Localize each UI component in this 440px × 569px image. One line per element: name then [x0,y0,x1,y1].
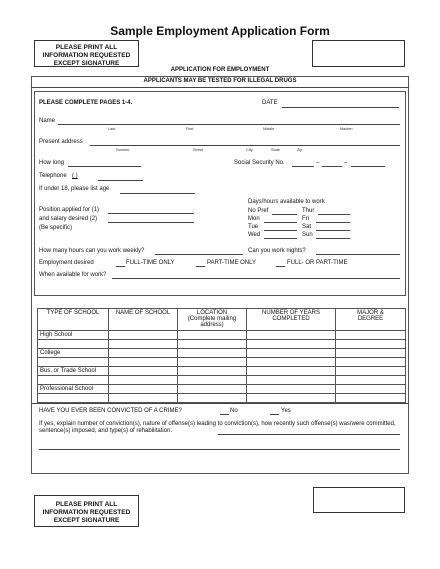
education-table [37,308,406,403]
table-cell[interactable] [247,376,336,385]
ssn-field-3[interactable] [351,166,385,167]
position-field[interactable] [108,213,194,214]
ssn-label: Social Security No. [234,160,285,166]
table-cell[interactable] [109,331,178,340]
employment-desired-label: Employment desired [39,260,94,266]
date-field[interactable] [282,107,399,108]
day-thur: Thur [302,208,315,214]
print-notice-line-3: EXCEPT SIGNATURE [53,60,120,67]
footer-print-notice-line-2: INFORMATION REQUESTED [42,509,131,516]
table-cell[interactable] [336,331,406,340]
address-sub-zip: Zip [297,148,303,152]
table-cell[interactable] [38,340,109,349]
day-tue-field[interactable] [264,230,297,231]
name-label: Name [39,118,56,124]
table-cell[interactable] [247,349,336,358]
day-mon: Mon [248,216,260,222]
header-years-completed: NUMBER OF YEARS COMPLETED [247,309,336,331]
table-row [38,385,406,394]
address-sub-street: Street [193,148,204,152]
print-notice-box [34,40,139,67]
school-type-trade: Bus. or Trade School [38,367,109,376]
day-wed: Wed [248,232,261,238]
table-row [38,358,406,367]
position-applied-label: Position applied for (1) [39,207,100,213]
table-cell[interactable] [247,385,336,394]
table-cell[interactable] [336,340,406,349]
telephone-area-code: ( ) [72,173,78,179]
table-cell[interactable] [247,331,336,340]
table-cell[interactable] [38,358,109,367]
table-row [38,349,406,358]
table-cell[interactable] [109,358,178,367]
table-cell[interactable] [336,376,406,385]
crime-yes-label: Yes [281,408,291,414]
how-long-field[interactable] [68,166,141,167]
salary-field[interactable] [108,222,194,223]
table-cell[interactable] [38,376,109,385]
footer-office-use-box [313,487,405,513]
table-cell[interactable] [336,367,406,376]
table-cell[interactable] [178,340,247,349]
how-long-label: How long [39,160,65,166]
table-cell[interactable] [247,340,336,349]
print-notice-line-2: INFORMATION REQUESTED [42,52,131,59]
print-notice-line-1: PLEASE PRINT ALL [55,44,118,51]
work-nights-label: Can you work nights? [248,248,306,254]
table-cell[interactable] [178,358,247,367]
name-sub-last: Last [108,127,116,131]
table-row [38,340,406,349]
table-row [38,394,406,403]
name-sub-maiden: Maiden [340,127,353,131]
day-sun: Sun [302,232,313,238]
day-mon-field[interactable] [264,222,297,223]
header-type-of-school: TYPE OF SCHOOL [38,309,109,331]
ssn-field-2[interactable] [322,166,342,167]
when-available-label: When available for work? [39,272,107,278]
crime-explain-field[interactable] [39,449,400,450]
table-cell[interactable] [178,367,247,376]
table-cell[interactable] [336,358,406,367]
work-nights-field[interactable] [316,254,400,255]
table-row [38,376,406,385]
telephone-field[interactable] [98,180,143,181]
part-time-checkbox[interactable] [196,266,205,267]
day-sun-field[interactable] [316,238,350,239]
ssn-field-1[interactable] [292,166,314,167]
day-sat: Sat [302,224,312,230]
table-cell[interactable] [178,376,247,385]
ssn-dash: – [316,160,320,166]
crime-no-label: No [230,408,238,414]
crime-yes-checkbox[interactable] [270,414,279,415]
day-sat-field[interactable] [316,230,350,231]
address-sub-number: Number [116,148,130,152]
page-title: Sample Employment Application Form [110,24,330,38]
table-cell[interactable] [247,358,336,367]
when-available-field[interactable] [112,278,400,279]
address-label: Present address [39,139,83,145]
address-field[interactable] [90,145,400,146]
school-type-high-school: High School [38,331,109,340]
table-row [38,367,406,376]
hours-weekly-label: How many hours can you work weekly? [39,248,145,254]
header-major-degree: MAJOR & DEGREE [336,309,406,331]
header-location: LOCATION (Complete mailing address) [178,309,247,331]
complete-pages-note: PLEASE COMPLETE PAGES 1-4. [39,100,133,106]
table-cell[interactable] [178,331,247,340]
footer-print-notice-line-3: EXCEPT SIGNATURE [53,517,120,524]
under18-label: If under 18, please list age [39,186,110,192]
school-type-college: College [38,349,109,358]
crime-explain-text: If yes, explain number of conviction(s), nature of offense(s) leading to conviction(s), how recently such offense(s) was/were committed, sentence(s) imposed, and type(s) of rehabilitation. [39,421,396,434]
days-hours-title: Days/hours available to work [248,199,325,205]
application-heading: APPLICATION FOR EMPLOYMENT [170,67,270,73]
address-sub-city: City [246,148,253,152]
full-or-part-label: FULL- OR PART-TIME [287,260,348,266]
day-thur-field[interactable] [318,214,350,215]
day-no-pref-field[interactable] [272,214,297,215]
table-cell[interactable] [109,376,178,385]
divider [31,87,409,88]
table-cell[interactable] [336,349,406,358]
office-use-box [312,40,405,67]
education-header-row [38,309,406,331]
table-cell[interactable] [38,394,109,403]
divider [31,403,409,404]
day-fri-field[interactable] [316,222,350,223]
school-type-professional: Professional School [38,385,109,394]
table-row [38,331,406,340]
full-or-part-checkbox[interactable] [276,266,285,267]
crime-question: HAVE YOU EVER BEEN CONVICTED OF A CRIME? [39,408,182,414]
table-cell[interactable] [109,385,178,394]
table-cell[interactable] [247,394,336,403]
footer-print-notice-box [34,495,139,527]
day-wed-field[interactable] [264,238,297,239]
table-cell[interactable] [109,340,178,349]
crime-no-checkbox[interactable] [220,414,229,415]
name-sub-middle: Middle [263,127,275,131]
name-sub-first: First [186,127,194,131]
table-cell[interactable] [178,394,247,403]
table-cell[interactable] [109,367,178,376]
full-time-label: FULL-TIME ONLY [126,260,175,266]
part-time-label: PART-TIME ONLY [207,260,257,266]
day-tue: Tue [248,224,259,230]
hours-weekly-field[interactable] [155,254,243,255]
table-cell[interactable] [109,349,178,358]
be-specific-note: (Be specific) [39,225,73,231]
table-cell[interactable] [109,394,178,403]
header-name-of-school: NAME OF SCHOOL [109,309,178,331]
table-cell[interactable] [336,394,406,403]
telephone-label: Telephone [39,173,67,179]
table-cell[interactable] [178,349,247,358]
day-no-pref: No Pref [248,208,269,214]
table-cell[interactable] [247,367,336,376]
drug-notice: APPLICANTS MAY BE TESTED FOR ILLEGAL DRUGS [143,78,297,84]
day-fri: Fri [302,216,309,222]
salary-desired-label: and salary desired (2) [39,216,98,222]
full-time-checkbox[interactable] [116,266,125,267]
table-cell[interactable] [336,385,406,394]
name-field[interactable] [58,124,400,125]
ssn-dash: – [344,160,348,166]
address-sub-state: State [271,148,280,152]
table-cell[interactable] [178,385,247,394]
footer-print-notice-line-1: PLEASE PRINT ALL [55,501,118,508]
under18-age-field[interactable] [120,193,195,194]
date-label: DATE [262,100,278,106]
crime-explain-field[interactable] [218,434,400,435]
